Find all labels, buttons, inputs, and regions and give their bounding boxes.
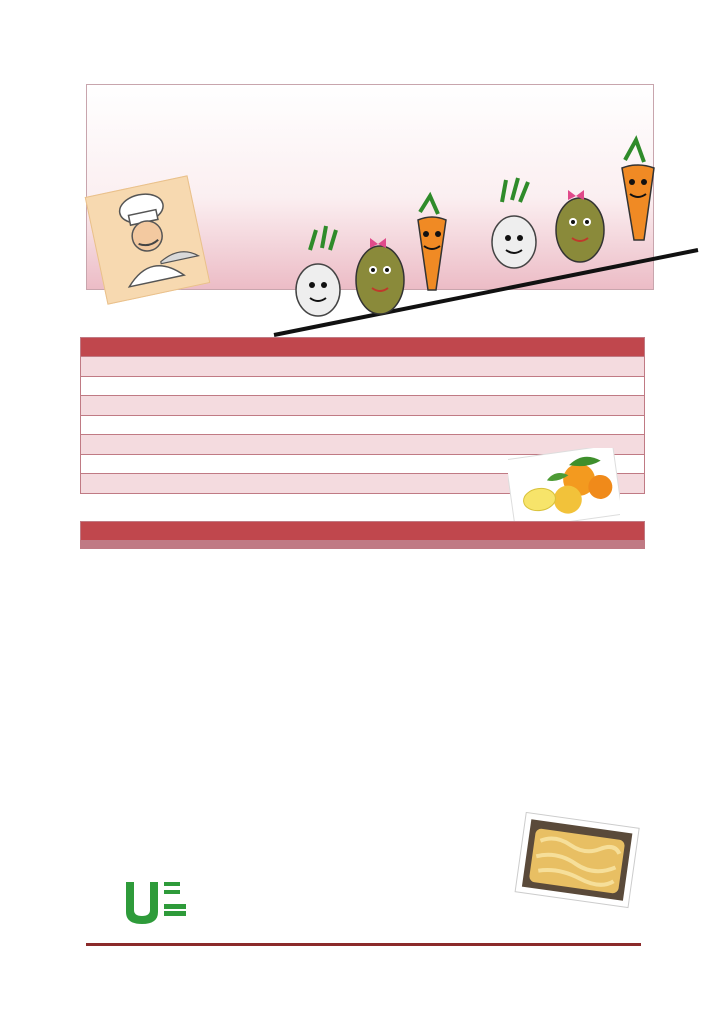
ingredient-item	[81, 415, 644, 435]
footer-divider	[86, 943, 641, 946]
chef-illustration	[85, 175, 211, 304]
paper-clip-border-bottom	[0, 968, 725, 1012]
procedure-steps	[81, 540, 644, 548]
chef-icon	[86, 176, 212, 305]
vegetable-parade-illustration	[270, 130, 700, 345]
ingredient-item	[81, 395, 644, 415]
citrus-fruit-photo	[508, 448, 620, 526]
potato-character-icon	[356, 238, 404, 314]
carrot-character-icon	[622, 140, 654, 240]
paper-clip-border-left	[10, 0, 38, 1024]
procedure-heading	[81, 522, 644, 540]
procedure-step	[81, 547, 644, 548]
finished-cake-photo	[512, 812, 642, 910]
paper-clip-border-top	[0, 30, 725, 74]
ingredient-item	[81, 376, 644, 396]
procedure-table	[80, 521, 645, 549]
potato-character-icon	[556, 190, 604, 262]
ingredient-item	[81, 356, 644, 376]
onion-character-icon	[492, 178, 536, 268]
onion-character-icon	[296, 226, 340, 316]
ingredients-heading	[81, 338, 644, 356]
brand-logo	[124, 880, 204, 924]
carrot-character-icon	[418, 196, 446, 290]
